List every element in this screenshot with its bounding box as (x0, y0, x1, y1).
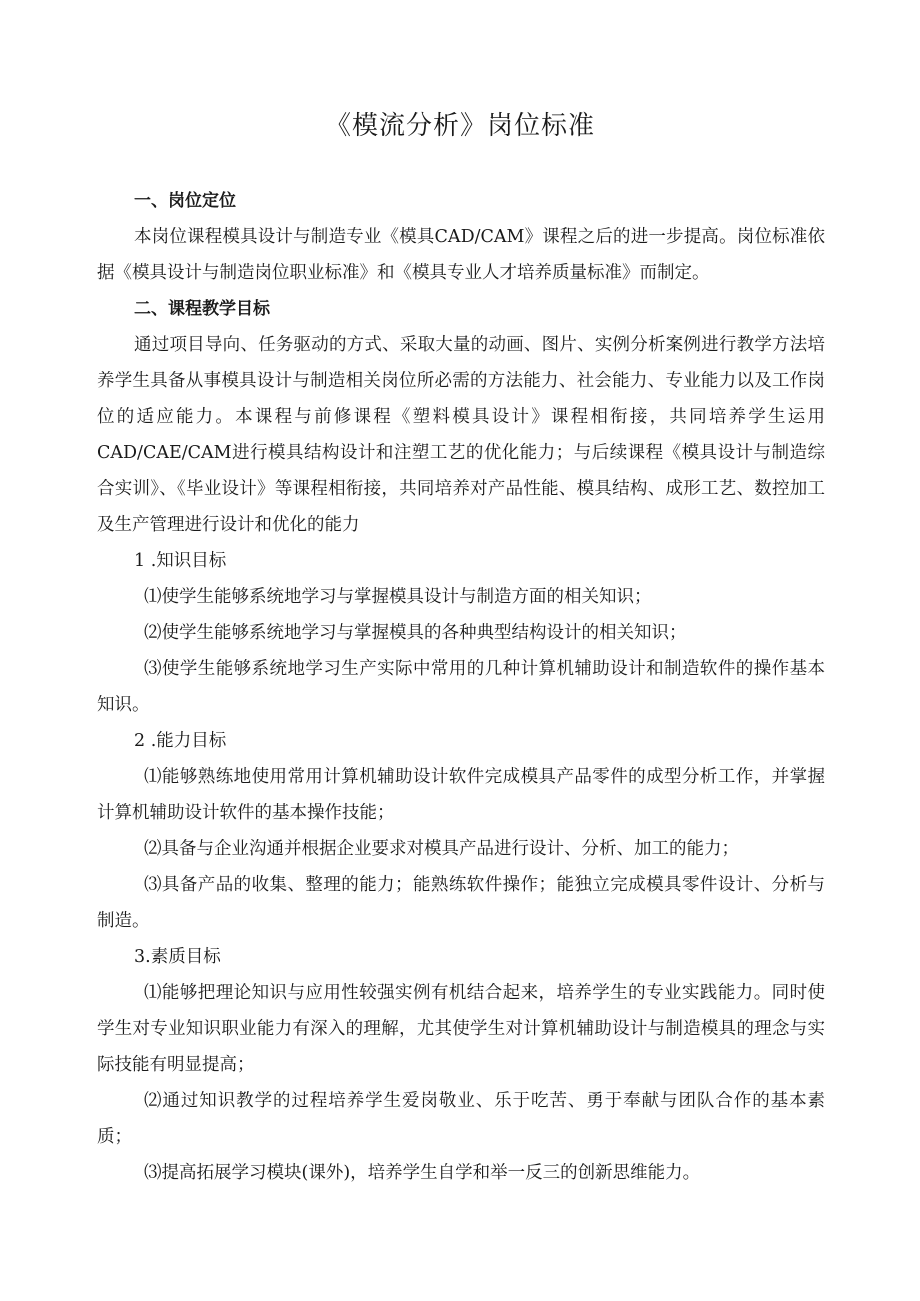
section-paragraph-positioning: 本岗位课程模具设计与制造专业《模具CAD/CAM》课程之后的进一步提高。岗位标准依据《模具设计与制造岗位职业标准》和《模具专业人才培养质量标准》而制定。 (97, 227, 825, 283)
goal-item: ⑵通过知识教学的过程培养学生爱岗敬业、乐于吃苦、勇于奉献与团队合作的基本素质； (97, 1091, 825, 1147)
section-heading-objectives: 二、课程教学目标 (134, 299, 270, 319)
goal-item: ⑴能够熟练地使用常用计算机辅助设计软件完成模具产品零件的成型分析工作，并掌握计算机辅助设计软件的基本操作技能； (97, 767, 825, 823)
section-paragraph-objectives: 通过项目导向、任务驱动的方式、采取大量的动画、图片、实例分析案例进行教学方法培养学生具备从事模具设计与制造相关岗位所必需的方法能力、社会能力、专业能力以及工作岗位的适应能力。本课程与前修课程《塑料模具设计》课程相衔接，共同培养学生运用CAD/CAE/CAM进行模具结构设计和注塑工艺的优化能力；与后续课程《模具设计与制造综合实训》、《毕业设计》等课程相衔接，共同培养对产品性能、模具结构、成形工艺、数控加工及生产管理进行设计和优化的能力 (97, 335, 825, 535)
goal-item: ⑶具备产品的收集、整理的能力；能熟练软件操作；能独立完成模具零件设计、分析与制造。 (97, 875, 825, 931)
goal-item: ⑵具备与企业沟通并根据企业要求对模具产品进行设计、分析、加工的能力； (144, 839, 739, 859)
goal-item: ⑶使学生能够系统地学习生产实际中常用的几种计算机辅助设计和制造软件的操作基本知识。 (97, 659, 825, 715)
goal-heading-ability: 2 .能力目标 (134, 731, 227, 751)
goal-heading-knowledge: 1 .知识目标 (134, 551, 227, 571)
goal-item: ⑶提高拓展学习模块(课外)，培养学生自学和举一反三的创新思维能力。 (144, 1163, 701, 1183)
goal-item: ⑴使学生能够系统地学习与掌握模具设计与制造方面的相关知识； (144, 587, 652, 607)
document-body (97, 183, 825, 1191)
goal-item: ⑴能够把理论知识与应用性较强实例有机结合起来，培养学生的专业实践能力。同时使学生对专业知识职业能力有深入的理解，尤其使学生对计算机辅助设计与制造模具的理念与实际技能有明显提高； (97, 983, 825, 1075)
page-title: 《模流分析》岗位标准 (324, 111, 595, 141)
goal-item: ⑵使学生能够系统地学习与掌握模具的各种典型结构设计的相关知识； (144, 623, 687, 643)
goal-heading-quality: 3.素质目标 (134, 947, 221, 967)
section-heading-positioning: 一、岗位定位 (134, 191, 236, 211)
